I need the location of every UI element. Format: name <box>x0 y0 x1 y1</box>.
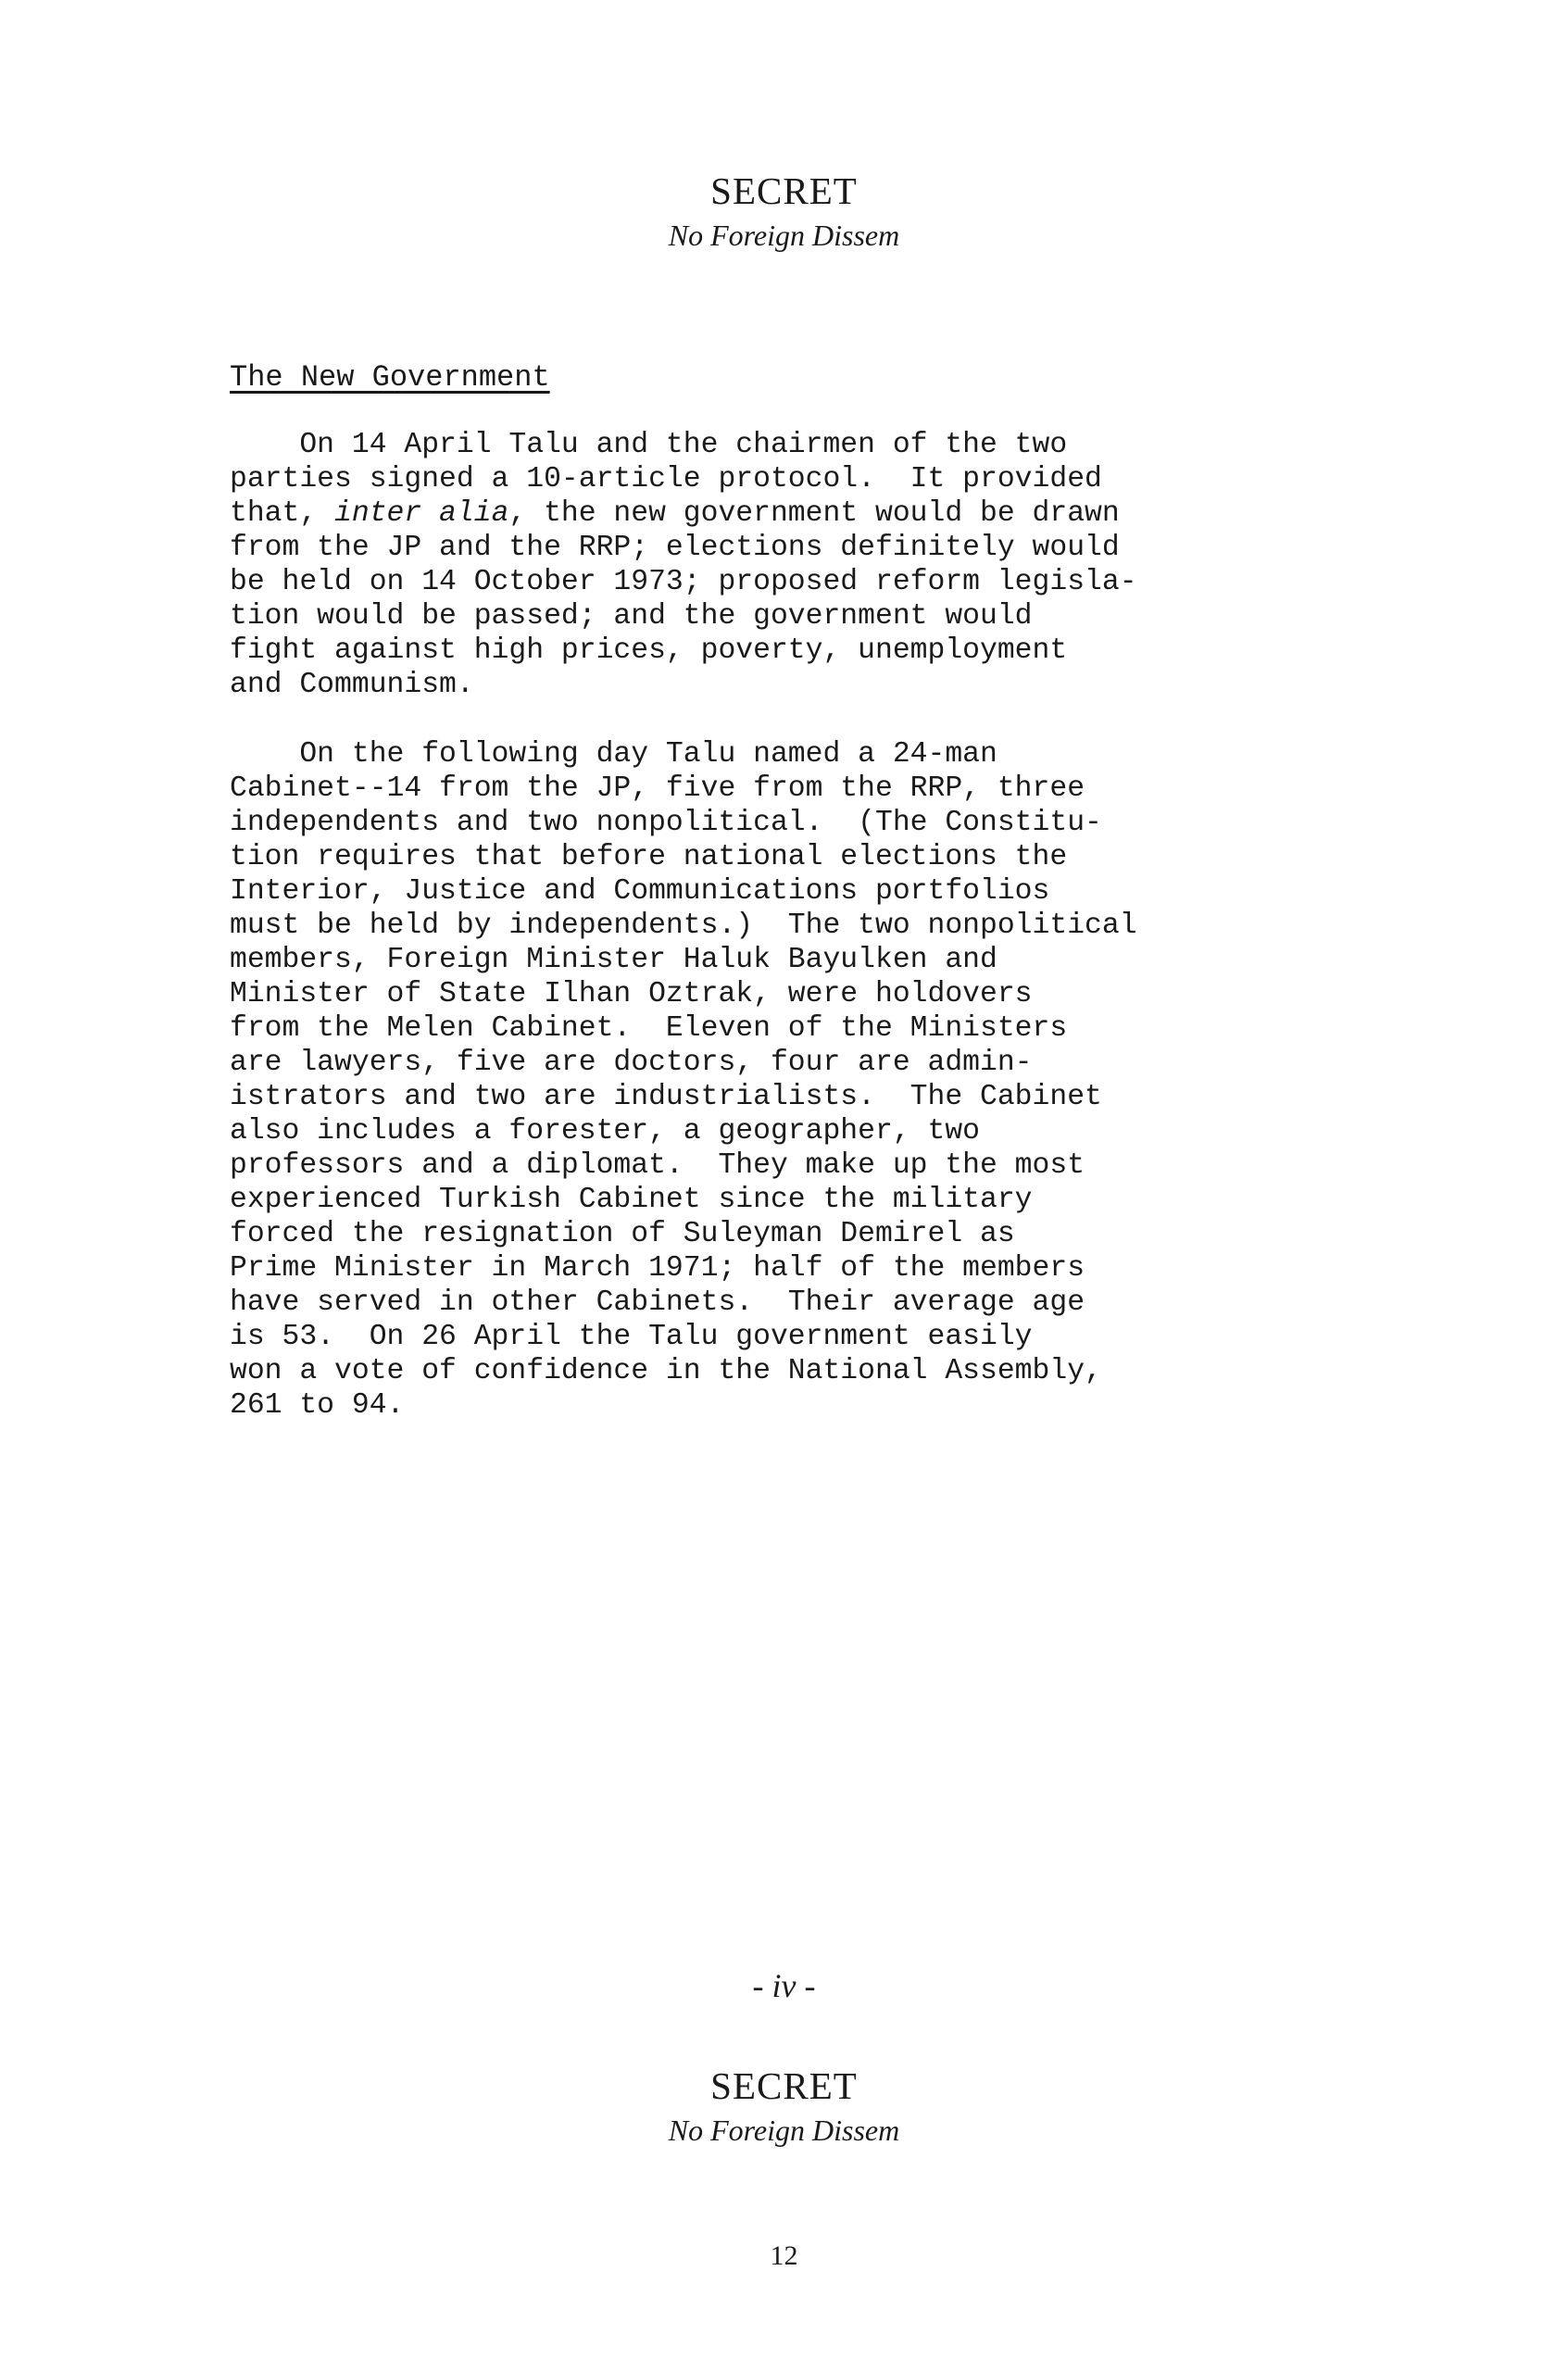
paragraph-line: Minister of State Ilhan Oztrak, were holdovers <box>230 978 1033 1010</box>
paragraph-line: Cabinet--14 from the JP, five from the RRP, three <box>230 772 1085 805</box>
paragraph-line: Prime Minister in March 1971; half of the members <box>230 1252 1085 1285</box>
paragraph-protocol <box>230 428 1369 702</box>
paragraph-line-start: that, <box>230 497 335 530</box>
paragraph-line: tion requires that before national elections the <box>230 841 1068 873</box>
section-heading: The New Government <box>230 360 550 395</box>
paragraph-line: members, Foreign Minister Haluk Bayulken and <box>230 944 997 976</box>
paragraph-line-rest: , the new government would be drawn <box>508 497 1120 530</box>
paragraph-line: be held on 14 October 1973; proposed reform legisla- <box>230 566 1137 598</box>
paragraph-line: forced the resignation of Suleyman Demirel as <box>230 1218 1015 1250</box>
latin-phrase: inter alia <box>334 497 509 530</box>
roman-page-marker: - iv - <box>752 1967 816 2004</box>
paragraph-line: tion would be passed; and the government would <box>230 600 1033 633</box>
paragraph-line: are lawyers, five are doctors, four are admin- <box>230 1047 1033 1079</box>
paragraph-line: On the following day Talu named a 24-man <box>230 738 997 771</box>
top-dissemination-caveat: No Foreign Dissem <box>668 219 900 252</box>
paragraph-line: fight against high prices, poverty, unemployment <box>230 634 1068 667</box>
paragraph-line: independents and two nonpolitical. (The Constitu- <box>230 807 1102 839</box>
paragraph-line: also includes a forester, a geographer, two <box>230 1115 981 1148</box>
paragraph-line: from the Melen Cabinet. Eleven of the Ministers <box>230 1012 1068 1045</box>
top-classification-marking: SECRET <box>710 169 858 212</box>
paragraph-line: from the JP and the RRP; elections definitely would <box>230 532 1120 564</box>
paragraph-line: Interior, Justice and Communications portfolios <box>230 875 1050 908</box>
paragraph-line: experienced Turkish Cabinet since the military <box>230 1184 1033 1216</box>
bottom-classification-block <box>0 2064 1568 2149</box>
paragraph-line: istrators and two are industrialists. The Cabinet <box>230 1081 1102 1113</box>
paragraph-line: won a vote of confidence in the National Assembly, <box>230 1355 1102 1387</box>
paragraph-line <box>230 497 1120 530</box>
paragraph-line: On 14 April Talu and the chairmen of the two <box>230 429 1068 461</box>
paragraph-cabinet <box>230 737 1369 1423</box>
page-number: 12 <box>770 2240 798 2271</box>
bottom-dissemination-caveat: No Foreign Dissem <box>668 2114 900 2147</box>
paragraph-line: 261 to 94. <box>230 1389 405 1422</box>
paragraph-line: must be held by independents.) The two nonpolitical <box>230 910 1137 942</box>
bottom-classification-marking: SECRET <box>710 2064 858 2107</box>
top-classification-block <box>0 169 1568 254</box>
paragraph-line: and Communism. <box>230 669 474 701</box>
paragraph-line: professors and a diplomat. They make up the most <box>230 1149 1085 1182</box>
paragraph-line: have served in other Cabinets. Their average age <box>230 1286 1085 1319</box>
paragraph-line: is 53. On 26 April the Talu government easily <box>230 1321 1033 1353</box>
paragraph-line: parties signed a 10-article protocol. It provided <box>230 463 1102 496</box>
